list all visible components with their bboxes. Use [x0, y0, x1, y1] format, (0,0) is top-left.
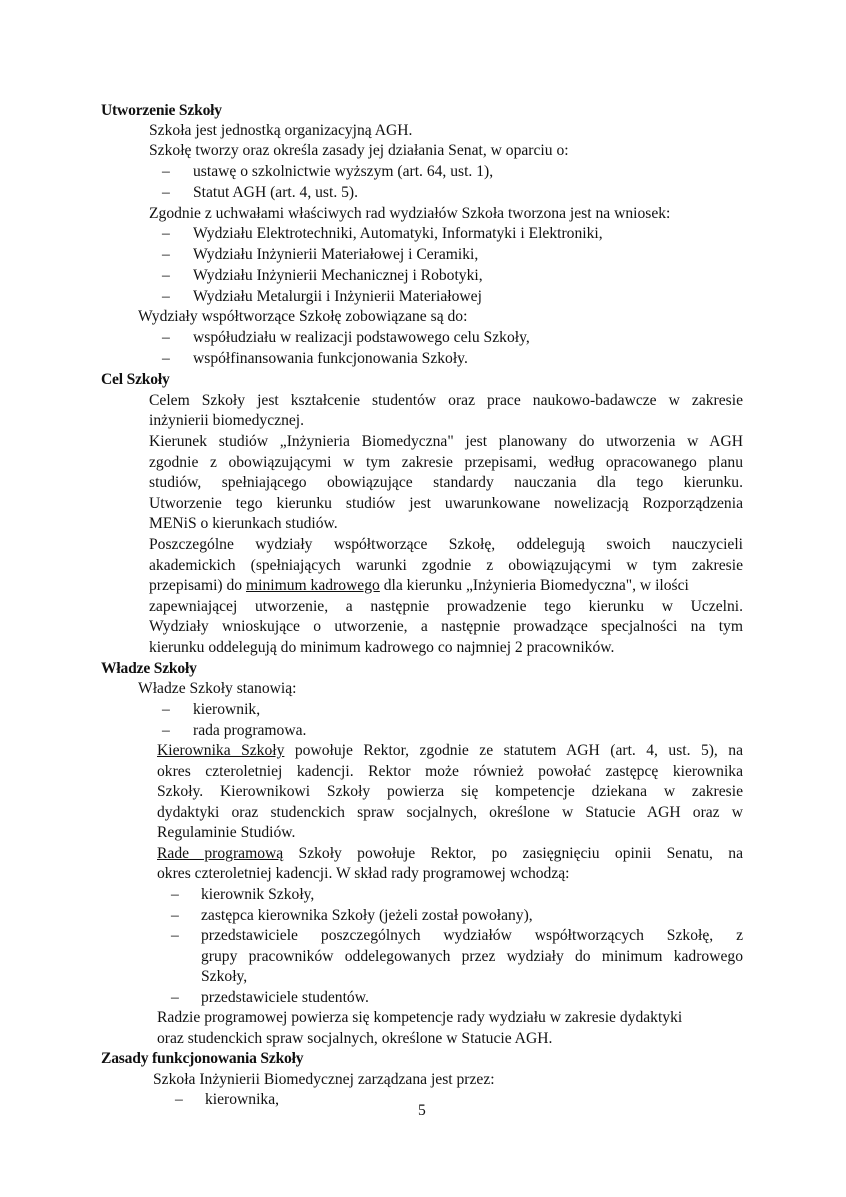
paragraph-line [157, 844, 743, 864]
paragraph-line: Zgodnie z uchwałami właściwych rad wydziałów Szkoła tworzona jest na wniosek: [149, 205, 671, 222]
paragraph-line: Celem Szkoły jest kształcenie studentów oraz prace naukowo-badawcze w zakresie [149, 392, 743, 409]
bullet-dash: – [162, 184, 170, 201]
list-item: kierownik Szkoły, [201, 886, 315, 903]
list-item: ustawę o szkolnictwie wyższym (art. 64, ust. 1), [193, 163, 494, 180]
paragraph-line: kierunku oddelegują do minimum kadrowego co najmniej 2 pracowników. [149, 639, 615, 656]
paragraph-line: Wydziały wnioskujące o utworzenie, a następnie prowadzące specjalności na tym [149, 618, 743, 635]
bullet-dash: – [162, 246, 170, 263]
paragraph-line: Szkoła Inżynierii Biomedycznej zarządzana jest przez: [153, 1071, 495, 1088]
paragraph-line: Szkoły. Kierownikowi Szkoły powierza się kompetencje dziekana w zakresie [157, 783, 743, 800]
paragraph-line: okres czteroletniej kadencji. W skład rady programowej wchodzą: [157, 865, 570, 882]
list-item: współudziału w realizacji podstawowego celu Szkoły, [193, 329, 530, 346]
paragraph-line: zgodnie z obowiązującymi w tym zakresie przepisami, według opracowanego planu [149, 454, 743, 471]
paragraph-line: inżynierii biomedycznej. [149, 412, 305, 429]
list-item: Wydziału Inżynierii Materiałowej i Ceramiki, [193, 246, 479, 263]
bullet-dash: – [162, 267, 170, 284]
paragraph-line: Regulaminie Studiów. [157, 824, 296, 841]
paragraph-line: Kierunek studiów „Inżynieria Biomedyczna" jest planowany do utworzenia w AGH [149, 433, 743, 450]
bullet-dash: – [162, 722, 170, 739]
section-heading-wladze: Władze Szkoły [101, 660, 197, 677]
bullet-dash: – [171, 886, 179, 903]
paragraph-line: Szkołę tworzy oraz określa zasady jej działania Senat, w oparciu o: [149, 142, 569, 159]
paragraph-line [149, 576, 689, 596]
bullet-dash: – [171, 927, 179, 944]
text-run: dla kierunku „Inżynieria Biomedyczna", w ilości [379, 577, 689, 594]
underlined-term: Rade programową [157, 845, 284, 862]
list-item: Wydziału Metalurgii i Inżynierii Materiałowej [193, 288, 482, 305]
bullet-dash: – [162, 701, 170, 718]
list-item: Wydziału Elektrotechniki, Automatyki, Informatyki i Elektroniki, [193, 225, 603, 242]
list-item: przedstawiciele poszczególnych wydziałów współtworzących Szkołę, z [201, 927, 743, 944]
paragraph-line: zapewniającej utworzenie, a następnie prowadzenie tego kierunku w Uczelni. [149, 598, 743, 615]
list-item: Statut AGH (art. 4, ust. 5). [193, 184, 359, 201]
bullet-dash: – [162, 329, 170, 346]
list-item: współfinansowania funkcjonowania Szkoły. [193, 350, 468, 367]
paragraph-line: Wydziały współtworzące Szkołę zobowiązane są do: [138, 308, 468, 325]
bullet-dash: – [162, 163, 170, 180]
paragraph-line: studiów, spełniającego obowiązujące standardy nauczania dla tego kierunku. [149, 474, 743, 491]
list-item: zastępca kierownika Szkoły (jeżeli został powołany), [201, 907, 533, 924]
list-item-continuation: grupy pracowników oddelegowanych przez wydziały do minimum kadrowego [201, 948, 743, 965]
bullet-dash: – [171, 907, 179, 924]
paragraph-line: okres czteroletniej kadencji. Rektor może również powołać zastępcę kierownika [157, 763, 743, 780]
list-item-continuation: Szkoły, [201, 968, 248, 985]
section-heading-cel: Cel Szkoły [101, 371, 170, 388]
text-run: przepisami) do [149, 577, 246, 594]
paragraph-line: dydaktyki oraz studenckich spraw socjalnych, określone w Statucie AGH oraz w [157, 804, 743, 821]
underlined-term: minimum kadrowego [246, 577, 380, 594]
bullet-dash: – [162, 225, 170, 242]
list-item: kierownik, [193, 701, 261, 718]
paragraph-line: Władze Szkoły stanowią: [138, 680, 297, 697]
list-item: Wydziału Inżynierii Mechanicznej i Robotyki, [193, 267, 483, 284]
paragraph-line: Szkoła jest jednostką organizacyjną AGH. [149, 122, 413, 139]
paragraph-line: Radzie programowej powierza się kompetencje rady wydziału w zakresie dydaktyki [157, 1009, 683, 1026]
underlined-term: Kierownika Szkoły [157, 742, 285, 759]
paragraph-line: Poszczególne wydziały współtworzące Szkołę, oddelegują swoich nauczycieli [149, 536, 743, 553]
text-run: powołuje Rektor, zgodnie ze statutem AGH (art. 4, ust. 5), na [284, 742, 743, 759]
bullet-dash: – [162, 288, 170, 305]
page-number: 5 [418, 1102, 426, 1119]
paragraph-line: Utworzenie tego kierunku studiów jest uwarunkowane nowelizacją Rozporządzenia [149, 495, 743, 512]
bullet-dash: – [162, 350, 170, 367]
list-item: kierownika, [205, 1091, 280, 1108]
section-heading-zasady: Zasady funkcjonowania Szkoły [101, 1050, 304, 1067]
paragraph-line [157, 741, 743, 761]
paragraph-line: MENiS o kierunkach studiów. [149, 515, 338, 532]
paragraph-line: oraz studenckich spraw socjalnych, określone w Statucie AGH. [157, 1030, 553, 1047]
paragraph-line: akademickich (spełniających warunki zgodnie z obowiązującymi w tym zakresie [149, 557, 743, 574]
list-item: przedstawiciele studentów. [201, 989, 369, 1006]
bullet-dash: – [171, 989, 179, 1006]
bullet-dash: – [175, 1091, 183, 1108]
text-run: Szkoły powołuje Rektor, po zasięgnięciu opinii Senatu, na [283, 845, 744, 862]
section-heading-utworzenie: Utworzenie Szkoły [101, 102, 222, 119]
list-item: rada programowa. [193, 722, 307, 739]
